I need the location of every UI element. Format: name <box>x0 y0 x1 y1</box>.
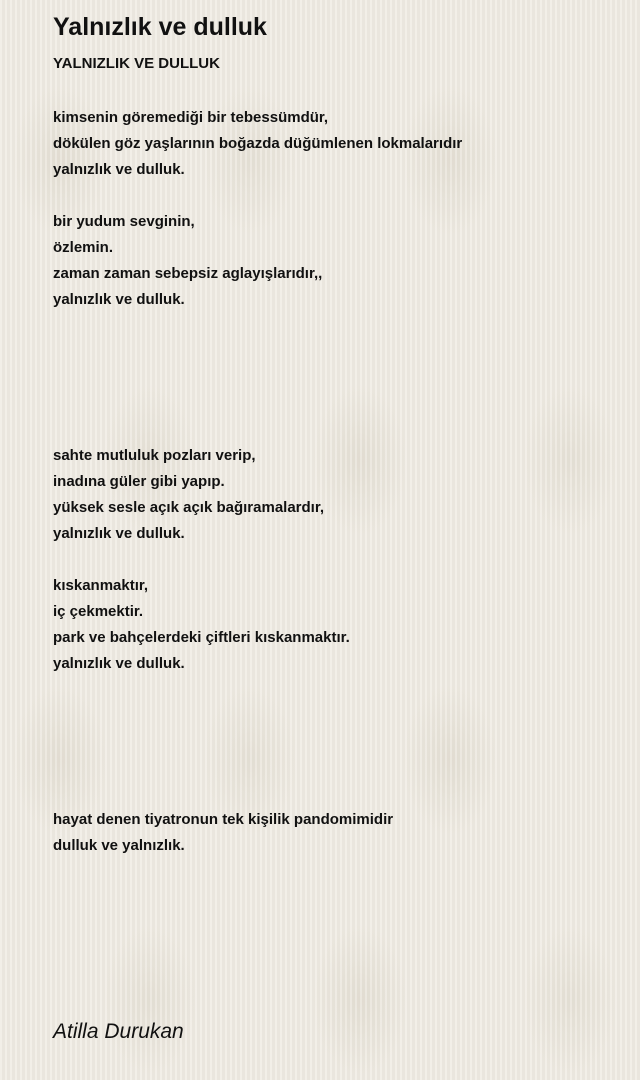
stanza-5 <box>53 807 613 859</box>
poem-page <box>53 0 613 1080</box>
poem-line: kimsenin göremediği bir tebessümdür, <box>53 109 329 126</box>
poem-line: zaman zaman sebepsiz aglayışlarıdır,, <box>53 265 323 282</box>
poem-line: özlemin. <box>53 239 114 256</box>
stanza-4 <box>53 573 613 677</box>
stanza-3 <box>53 443 613 547</box>
page-title: Yalnızlık ve dulluk <box>53 13 267 41</box>
poem-body <box>53 105 613 859</box>
stanza-1 <box>53 105 613 183</box>
poem-line: sahte mutluluk pozları verip, <box>53 447 256 464</box>
poem-line: yalnızlık ve dulluk. <box>53 161 185 178</box>
poem-line: yalnızlık ve dulluk. <box>53 525 185 542</box>
poem-line: inadına güler gibi yapıp. <box>53 473 225 490</box>
stanza-gap <box>53 677 613 807</box>
poem-subtitle: YALNIZLIK VE DULLUK <box>53 55 220 72</box>
poem-line: yalnızlık ve dulluk. <box>53 655 185 672</box>
poem-line: kıskanmaktır, <box>53 577 149 594</box>
author-name: Atilla Durukan <box>53 1020 184 1043</box>
poem-line: yalnızlık ve dulluk. <box>53 291 185 308</box>
stanza-2 <box>53 209 613 313</box>
poem-line: hayat denen tiyatronun tek kişilik pandomimidir <box>53 811 394 828</box>
stanza-gap <box>53 183 613 209</box>
poem-line: yüksek sesle açık açık bağıramalardır, <box>53 499 325 516</box>
poem-line: bir yudum sevginin, <box>53 213 195 230</box>
poem-line: dökülen göz yaşlarının boğazda düğümlenen lokmalarıdır <box>53 135 463 152</box>
stanza-gap <box>53 313 613 443</box>
poem-line: park ve bahçelerdeki çiftleri kıskanmaktır. <box>53 629 350 646</box>
poem-line: iç çekmektir. <box>53 603 144 620</box>
poem-line: dulluk ve yalnızlık. <box>53 837 185 854</box>
stanza-gap <box>53 547 613 573</box>
